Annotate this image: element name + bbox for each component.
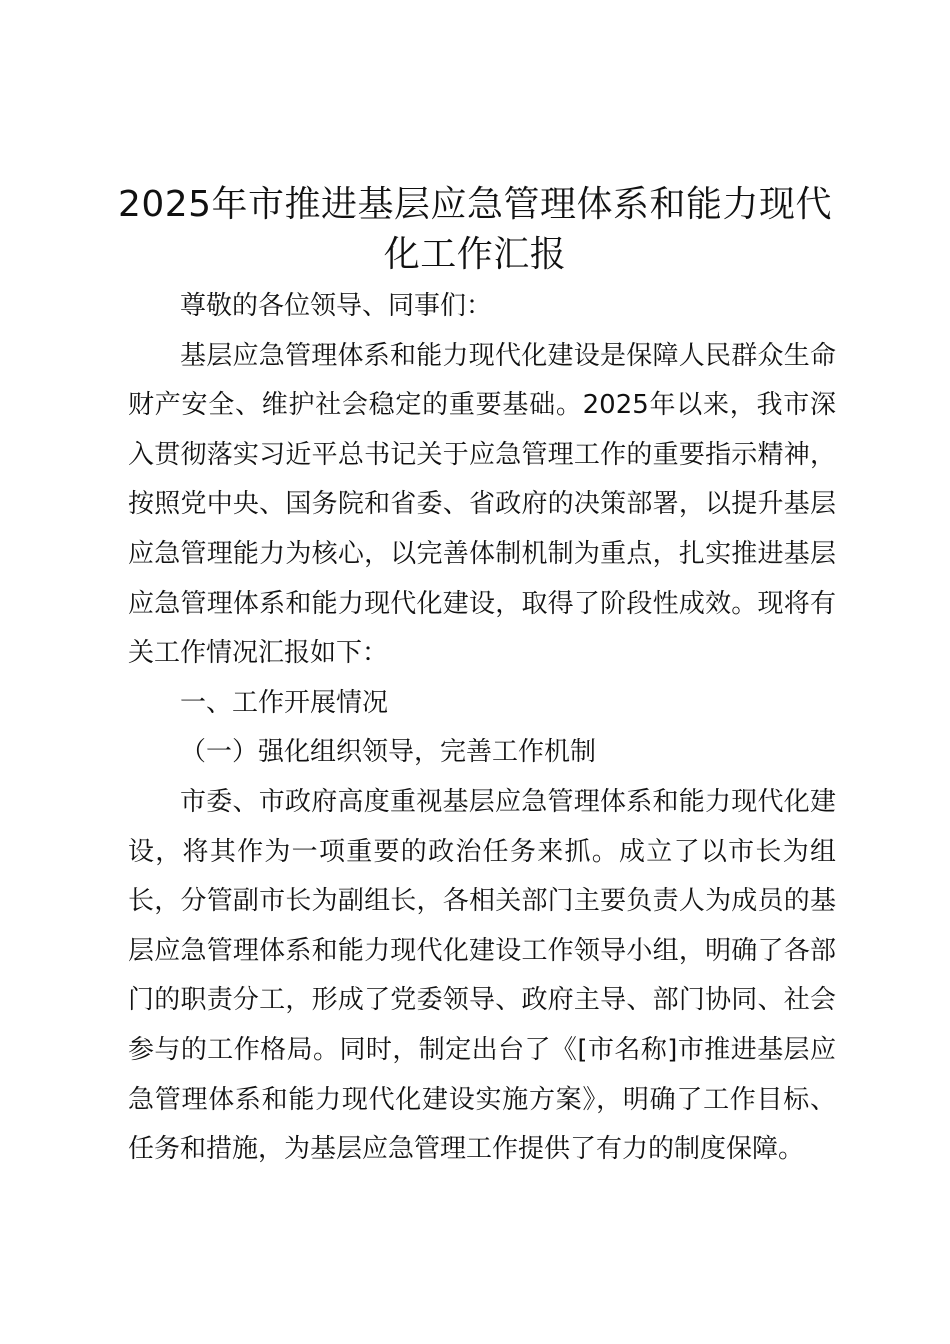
subsection-heading: （一）强化组织领导，完善工作机制 bbox=[180, 737, 597, 768]
document-title: 2025年市推进基层应急管理体系和能力现代化工作汇报 bbox=[117, 184, 833, 275]
document-body bbox=[128, 282, 836, 1175]
subsection-paragraph: 市委、市政府高度重视基层应急管理体系和能力现代化建设，将其作为一项重要的政治任务来抓。成立了以市长为组长，分管副市长为副组长，各相关部门主要负责人为成员的基层应急管理体系和能力现代化建设工作领导小组，明确了各部门的职责分工，形成了党委领导、政府主导、部门协同、社会参与的工作格局。同时，制定出台了《[市名称]市推进基层应急管理体系和能力现代化建设实施方案》，明确了工作目标、任务和措施，为基层应急管理工作提供了有力的制度保障。 bbox=[128, 786, 836, 1165]
section-heading: 一、工作开展情况 bbox=[180, 687, 389, 718]
salutation: 尊敬的各位领导、同事们： bbox=[180, 291, 493, 321]
intro-paragraph: 基层应急管理体系和能力现代化建设是保障人民群众生命财产安全、维护社会稳定的重要基础。2025年以来，我市深入贯彻落实习近平总书记关于应急管理工作的重要指示精神，按照党中央、国务院和省委、省政府的决策部署，以提升基层应急管理能力为核心，以完善体制机制为重点，扎实推进基层应急管理体系和能力现代化建设，取得了阶段性成效。现将有关工作情况汇报如下： bbox=[128, 340, 836, 669]
